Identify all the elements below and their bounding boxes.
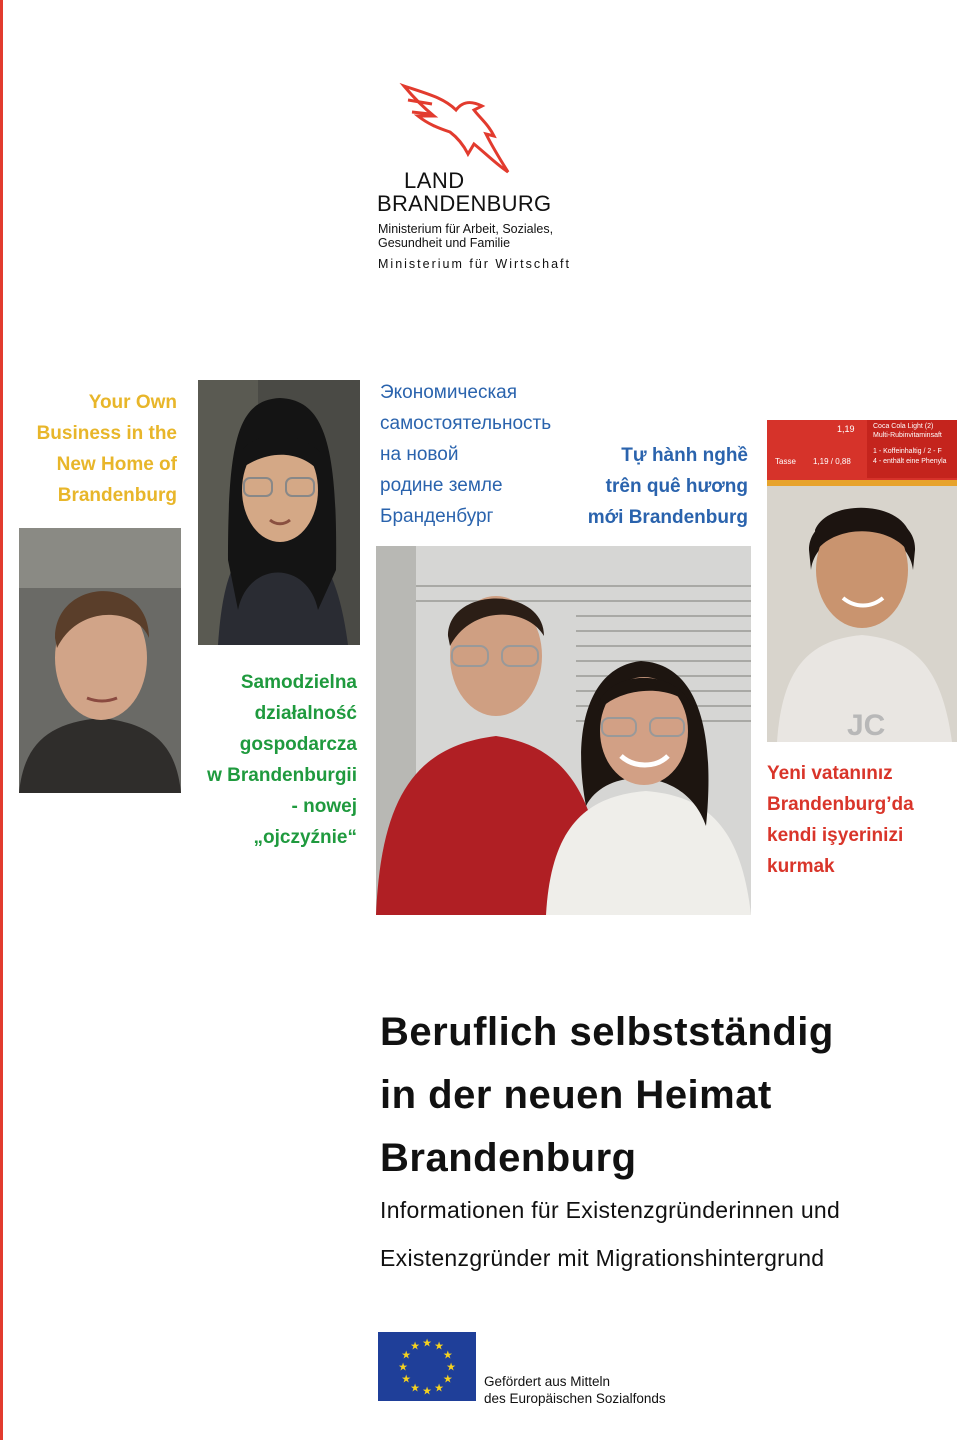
caption-english	[7, 387, 177, 511]
eu-line1: Gefördert aus Mitteln	[484, 1374, 611, 1389]
ministry-labor-line1: Ministerium für Arbeit, Soziales,	[378, 222, 554, 236]
caption-russian-line: Экономическая	[380, 382, 518, 403]
caption-vietnamese	[588, 440, 748, 533]
caption-english-line: Brandenburg	[57, 485, 177, 506]
ministry-economy: Ministerium für Wirtschaft	[378, 257, 571, 271]
sign-item2: Multi-Rubinvitaminsaft	[873, 432, 942, 439]
accent-line	[0, 0, 3, 1440]
caption-polish-line: gospodarcza	[239, 734, 357, 755]
photo-couple	[376, 546, 751, 915]
title-line3: Brandenburg	[380, 1136, 637, 1180]
sign-item4: 4 - enthält eine Phenyla	[873, 458, 947, 465]
eu-star-icon: ★	[442, 1373, 453, 1386]
eu-flag-icon	[378, 1332, 476, 1401]
caption-turkish	[767, 758, 914, 882]
caption-turkish-line: Brandenburg’da	[767, 794, 914, 815]
caption-polish-line: działalność	[254, 703, 357, 724]
eu-star-icon: ★	[442, 1349, 453, 1362]
eu-star-icon: ★	[401, 1373, 412, 1386]
caption-english-line: Business in the	[36, 423, 177, 444]
caption-polish-line: - nowej	[291, 796, 357, 817]
caption-russian-line: родине земле	[380, 475, 503, 496]
caption-english-line: New Home of	[56, 454, 177, 475]
caption-vietnamese-line: Tự hành nghề	[621, 445, 748, 466]
subtitle-line1: Informationen für Existenzgründerinnen und	[380, 1197, 841, 1223]
caption-russian-line: Бранденбург	[380, 506, 494, 527]
caption-turkish-line: kendi işyerinizi	[767, 825, 904, 846]
eu-star-icon: ★	[398, 1361, 408, 1374]
document-title	[380, 1001, 834, 1190]
ministry-labor-line2: Gesundheit und Familie	[378, 236, 511, 250]
eu-line2: des Europäischen Sozialfonds	[484, 1391, 666, 1406]
document-subtitle	[380, 1186, 840, 1282]
brandenburg-eagle-logo	[398, 80, 518, 180]
sign-item3: 1 - Koffeinhaltig / 2 - F	[873, 448, 942, 455]
caption-russian-line: самостоятельность	[380, 413, 552, 434]
caption-russian	[380, 377, 551, 532]
sign-price1: 1,19	[837, 424, 855, 434]
caption-polish-line: Samodzielna	[240, 672, 357, 693]
logo-land: LAND	[404, 168, 465, 193]
caption-turkish-line: Yeni vatanınız	[767, 763, 893, 784]
eu-star-icon: ★	[410, 1340, 420, 1353]
eu-star-icon: ★	[434, 1340, 444, 1353]
sign-item1: Coca Cola Light (2)	[873, 423, 934, 430]
eu-star-icon: ★	[422, 1337, 432, 1350]
eu-star-icon: ★	[446, 1361, 456, 1374]
svg-text:JC: JC	[847, 709, 886, 742]
eu-star-icon: ★	[422, 1385, 432, 1398]
photo-man-portrait	[19, 528, 181, 793]
sign-price2: 1,19 / 0,88	[813, 457, 851, 466]
title-line1: Beruflich selbstständig	[380, 1010, 834, 1054]
caption-polish-line: w Brandenburgii	[207, 765, 357, 786]
sign-tasse: Tasse	[775, 457, 796, 466]
caption-turkish-line: kurmak	[767, 856, 835, 877]
eu-star-icon: ★	[401, 1349, 412, 1362]
title-line2: in der neuen Heimat	[380, 1073, 772, 1117]
eu-star-icon: ★	[434, 1382, 444, 1395]
subtitle-line2: Existenzgründer mit Migrationshintergrund	[380, 1245, 825, 1271]
caption-vietnamese-line: trên quê hương	[605, 476, 748, 497]
logo-brandenburg: BRANDENBURG	[377, 191, 552, 216]
caption-polish	[207, 667, 357, 853]
caption-polish-line: „ojczyźnie“	[253, 827, 357, 848]
caption-russian-line: на новой	[380, 444, 459, 465]
eu-funding-note	[484, 1373, 666, 1407]
photo-woman-portrait	[198, 380, 360, 645]
caption-english-line: Your Own	[88, 392, 177, 413]
eu-star-icon: ★	[410, 1382, 420, 1395]
photo-young-man-shop	[767, 420, 957, 742]
caption-vietnamese-line: mới Brandenburg	[587, 507, 748, 528]
